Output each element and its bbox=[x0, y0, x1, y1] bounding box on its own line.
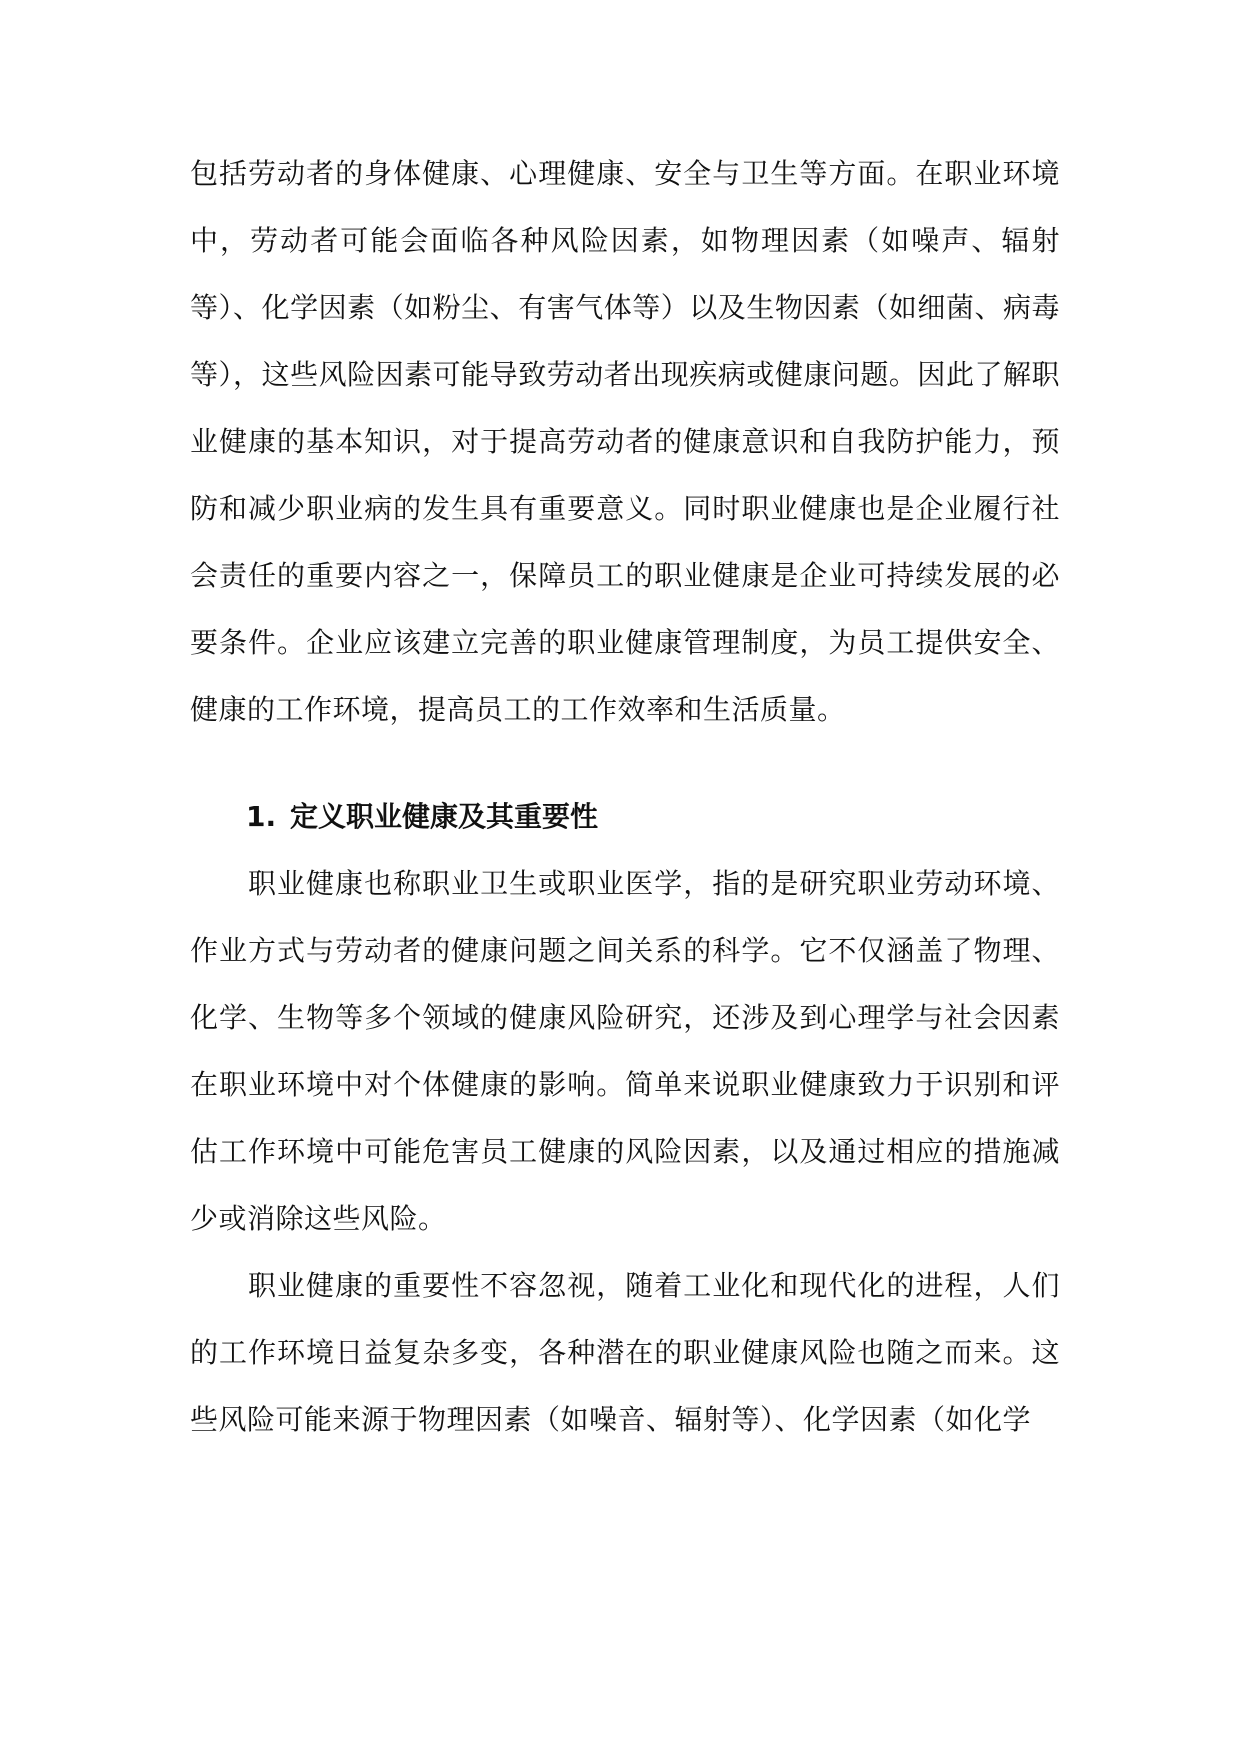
section-heading bbox=[190, 783, 1060, 850]
definition-paragraph: 职业健康也称职业卫生或职业医学，指的是研究职业劳动环境、作业方式与劳动者的健康问题之间关系的科学。它不仅涵盖了物理、化学、生物等多个领域的健康风险研究，还涉及到心理学与社会因素在职业环境中对个体健康的影响。简单来说职业健康致力于识别和评估工作环境中可能危害员工健康的风险因素，以及通过相应的措施减少或消除这些风险。 bbox=[190, 867, 1060, 1235]
importance-paragraph: 职业健康的重要性不容忽视，随着工业化和现代化的进程，人们的工作环境日益复杂多变，各种潜在的职业健康风险也随之而来。这些风险可能来源于物理因素（如噪音、辐射等）、化学因素（如化学 bbox=[190, 1269, 1060, 1436]
intro-paragraph: 包括劳动者的身体健康、心理健康、安全与卫生等方面。在职业环境中，劳动者可能会面临各种风险因素，如物理因素（如噪声、辐射等）、化学因素（如粉尘、有害气体等）以及生物因素（如细菌、病毒等），这些风险因素可能导致劳动者出现疾病或健康问题。因此了解职业健康的基本知识，对于提高劳动者的健康意识和自我防护能力，预防和减少职业病的发生具有重要意义。同时职业健康也是企业履行社会责任的重要内容之一，保障员工的职业健康是企业可持续发展的必要条件。企业应该建立完善的职业健康管理制度，为员工提供安全、健康的工作环境，提高员工的工作效率和生活质量。 bbox=[190, 157, 1060, 726]
document-body bbox=[190, 140, 1060, 1453]
section-title: 定义职业健康及其重要性 bbox=[290, 800, 599, 833]
section-number: 1. bbox=[246, 800, 277, 833]
